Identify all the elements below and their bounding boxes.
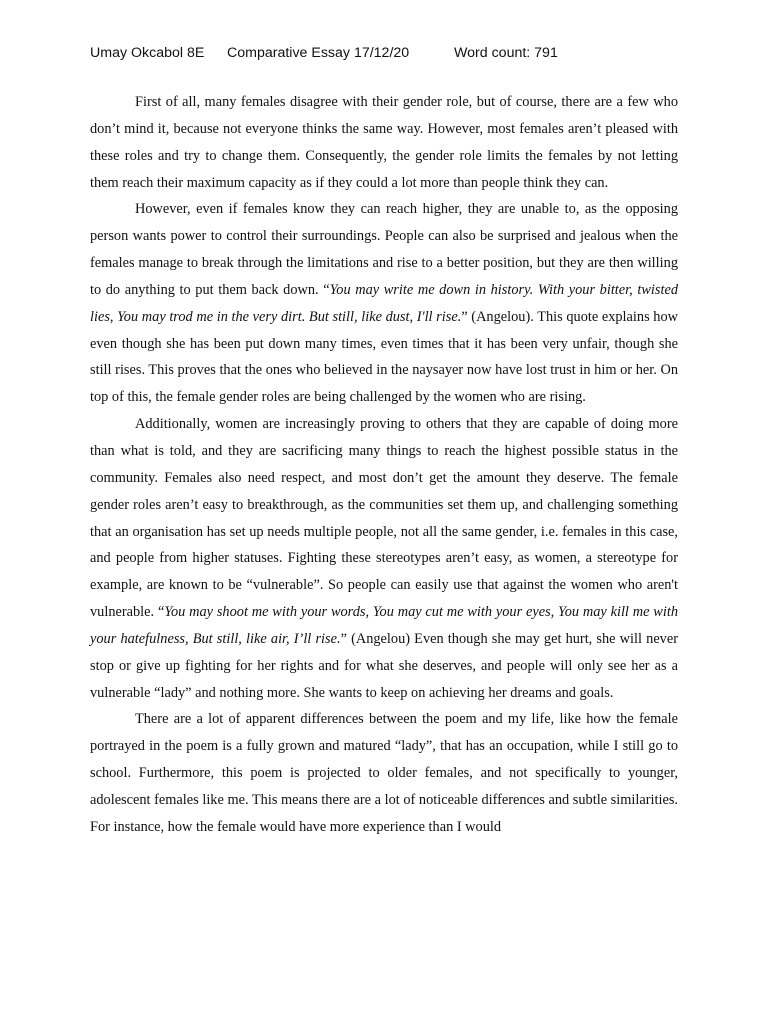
paragraph-text: There are a lot of apparent differences between the poem and my life, like how the female portrayed in the poem is a fully grown and matured “lady”, that has an occupation, while I still go to school. Furthermore, this poem is projected to older females, and not specifically to younger, adolescent females like me. This means there are a lot of noticeable differences and subtle similarities. For instance, how the female would have more experience than I would <box>90 711 678 835</box>
poem-quote: You may shoot me with your words, You may cut me with your eyes, You may kill me with your hatefulness, But still, like air, I’ll rise. <box>90 604 678 647</box>
word-count: Word count: 791 <box>454 45 558 61</box>
essay-body <box>90 89 678 836</box>
paragraph-text: ” (Angelou). This quote explains how even though she has been put down many times, even times that it has been very unfair, though she still rises. This proves that the ones who believed in the naysayer now have lost trust in him or her. On top of this, the female gender roles are being challenged by the women who are rising. <box>90 308 678 406</box>
paragraph-text: Additionally, women are increasingly proving to others that they are capable of doing more than what is told, and they are sacrificing many things to reach the highest possible status in the community. Females also need respect, and most don’t get the amount they deserve. The female gender roles aren’t easy to breakthrough, as the communities set them up, and challenging something that an organisation has set up needs multiple people, not all the same gender, i.e. females in this case, and people from higher statuses. Fighting these stereotypes aren’t easy, as women, a stereotype for example, are known to be “vulnerable”. So people can easily use that against the women who aren't vulnerable. “ <box>90 416 678 621</box>
paragraph-text: ” (Angelou) Even though she may get hurt, she will never stop or give up fighting for her rights and for what she deserves, and people will only see her as a vulnerable “lady” and nothing more. She wants to keep on achieving her dreams and goals. <box>90 630 678 701</box>
author-name: Umay Okcabol 8E <box>90 45 205 61</box>
poem-quote: You may write me down in history. With your bitter, twisted lies, You may trod me in the very dirt. But still, like dust, I'll rise. <box>90 281 678 325</box>
essay-title: Comparative Essay 17/12/20 <box>227 45 410 61</box>
paragraph-text: First of all, many females disagree with their gender role, but of course, there are a few who don’t mind it, because not everyone thinks the same way. However, most females aren’t pleased with these roles and try to change them. Consequently, the gender role limits the females by not letting them reach their maximum capacity as if they could a lot more than people think they can. <box>90 94 678 191</box>
paragraph-2 <box>90 196 678 411</box>
paragraph-1 <box>90 89 678 196</box>
paragraph-4 <box>90 706 678 836</box>
paragraph-text: However, even if females know they can reach higher, they are unable to, as the opposing person wants power to control their surroundings. People can also be surprised and jealous when the females manage to break through the limitations and rise to a better position, but they are then willing to do anything to put them back down. “ <box>90 201 678 298</box>
paragraph-3 <box>90 411 678 706</box>
page-header <box>90 45 690 67</box>
